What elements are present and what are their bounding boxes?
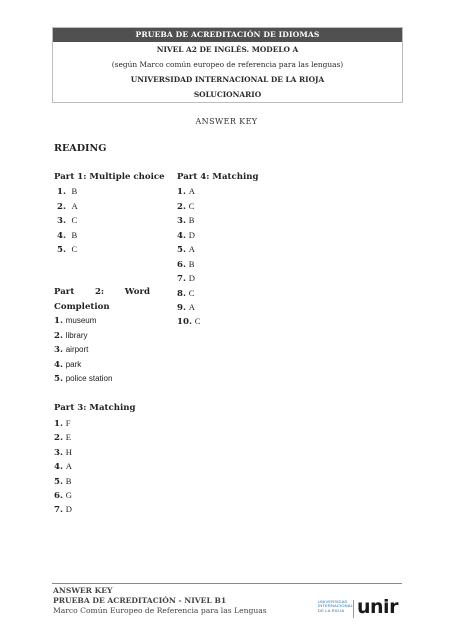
framework-line: (según Marco común europeo de referencia para las lenguas) (111, 60, 344, 69)
part4-item: 10. C (177, 316, 201, 327)
header-box (52, 27, 403, 103)
part4-item: 6. B (177, 259, 195, 270)
part4-item: 1. A (177, 186, 195, 197)
part2-title (54, 287, 150, 297)
part4-item: 8. C (177, 288, 195, 299)
part2-title-word: Word (124, 287, 150, 297)
footer-line2: PRUEBA DE ACREDITACIÓN - NIVEL B1 (53, 596, 227, 605)
header-band: PRUEBA DE ACREDITACIÓN DE IDIOMAS (53, 28, 402, 42)
university-logo-text: UNIVERSIDAD INTERNACIONAL DE LA RIOJA (318, 599, 353, 613)
part1-item: 3. C (57, 215, 78, 226)
part3-item: 5. B (54, 476, 72, 487)
section-title: READING (54, 143, 107, 154)
part2-item: 1. museum (54, 316, 97, 326)
part1-item: 4. B (57, 230, 78, 241)
university-line: UNIVERSIDAD INTERNACIONAL DE LA RIOJA (130, 75, 325, 84)
part1-item: 5. C (57, 244, 78, 255)
part2-title-word: 2: (94, 287, 105, 297)
part4-item: 9. A (177, 302, 195, 313)
part2-item: 5. police station (54, 374, 113, 384)
answer-key-title: ANSWER KEY (195, 117, 258, 126)
footer-divider (52, 583, 402, 584)
part4-item: 5. A (177, 244, 195, 255)
part4-item: 7. D (177, 273, 195, 284)
part3-item: 4. A (54, 461, 72, 472)
part1-item: 2. A (57, 201, 78, 212)
part2-item: 2. library (54, 331, 88, 341)
footer-line3: Marco Común Europeo de Referencia para las Lenguas (53, 606, 267, 615)
part3-title: Part 3: Matching (54, 403, 136, 413)
part2-item: 3. airport (54, 345, 89, 355)
part4-title: Part 4: Matching (177, 172, 259, 182)
part3-item: 2. E (54, 432, 71, 443)
part3-item: 1. F (54, 418, 71, 429)
part4-item: 4. D (177, 230, 195, 241)
part1-item: 1. B (57, 186, 78, 197)
unir-logo: unir (357, 596, 398, 618)
part4-item: 2. C (177, 201, 195, 212)
part3-item: 3. H (54, 447, 72, 458)
part1-title: Part 1: Multiple choice (54, 172, 165, 182)
logo-divider (353, 600, 354, 618)
footer-line1: ANSWER KEY (53, 586, 113, 595)
part4-item: 3. B (177, 215, 195, 226)
part2-item: 4. park (54, 360, 82, 370)
part3-item: 7. D (54, 504, 72, 515)
part2-title-word: Part (54, 287, 75, 297)
part2-title-line2: Completion (54, 302, 110, 312)
solucionario-line: SOLUCIONARIO (193, 90, 262, 99)
level-line: NIVEL A2 DE INGLÉS. MODELO A (156, 45, 299, 54)
part3-item: 6. G (54, 490, 72, 501)
